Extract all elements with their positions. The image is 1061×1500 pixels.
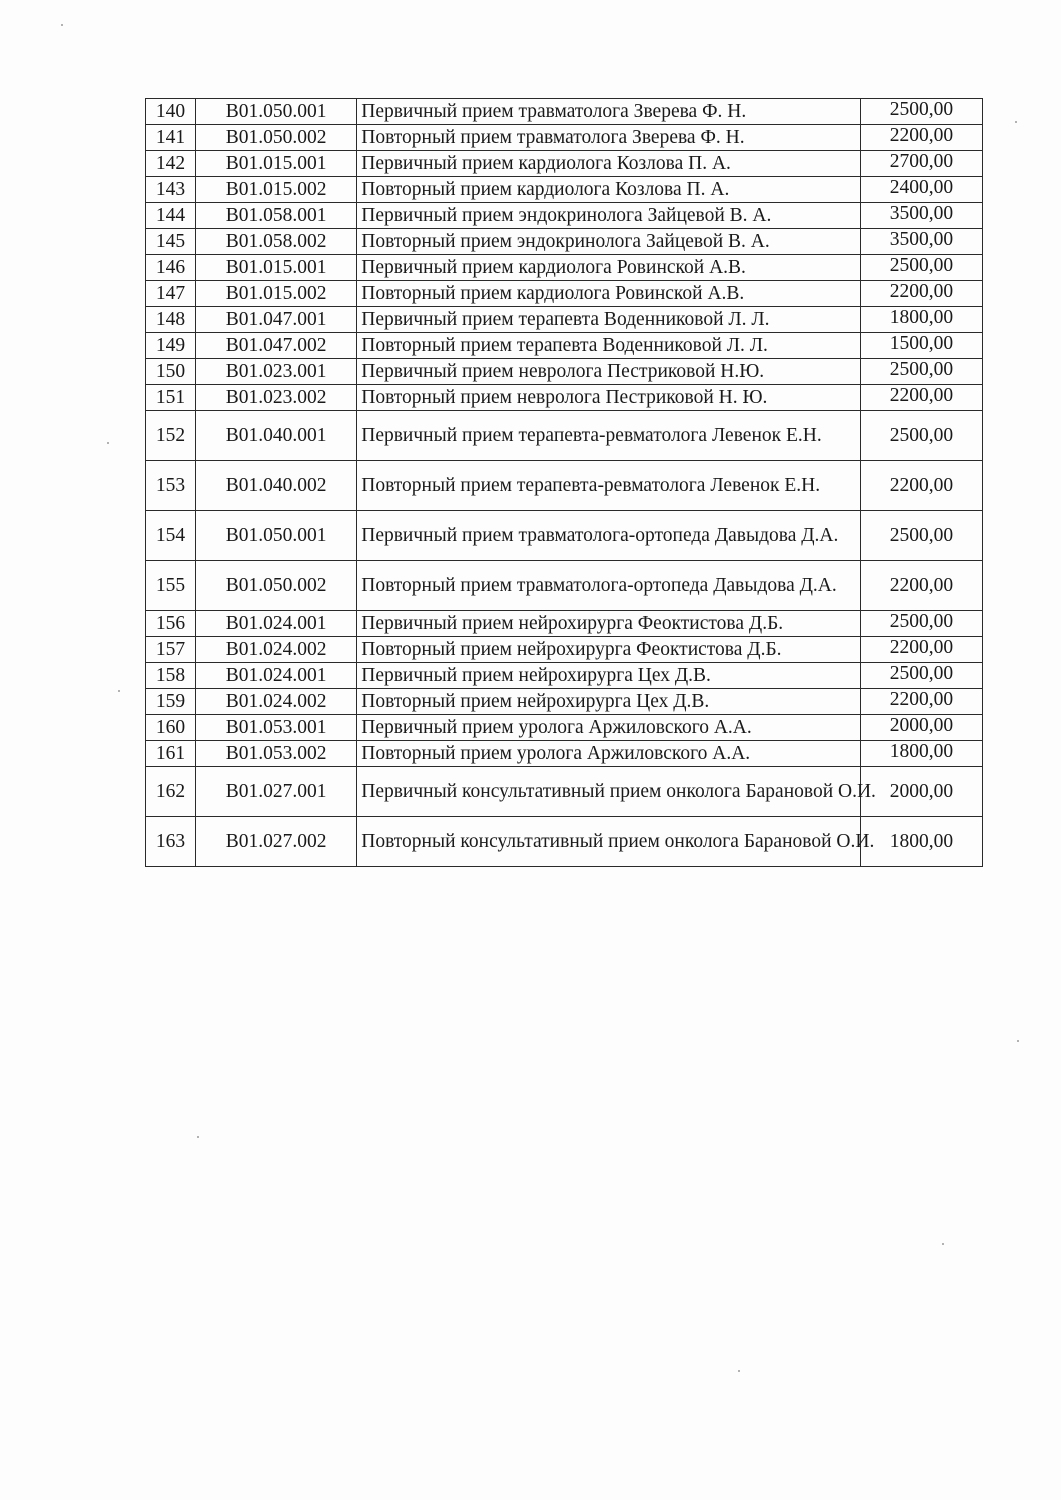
table-row: [146, 203, 983, 229]
row-number-cell: 148: [146, 307, 196, 333]
row-number-cell: 146: [146, 255, 196, 281]
service-code-cell: B01.015.002: [196, 177, 357, 203]
scan-speck: [1017, 1040, 1019, 1042]
table-row: [146, 511, 983, 561]
table-row: [146, 767, 983, 817]
price-cell: 2500,00: [860, 359, 982, 385]
price-cell: 2200,00: [860, 281, 982, 307]
table-row: [146, 229, 983, 255]
service-code-cell: B01.050.002: [196, 125, 357, 151]
table-row: [146, 817, 983, 867]
row-number-cell: 159: [146, 689, 196, 715]
price-cell: 2000,00: [860, 767, 982, 817]
service-name-cell: Первичный прием терапевта-ревматолога Левенок Е.Н.: [357, 411, 861, 461]
service-name-cell: Повторный прием травматолога-ортопеда Давыдова Д.А.: [357, 561, 861, 611]
service-code-cell: B01.024.001: [196, 611, 357, 637]
price-cell: 2200,00: [860, 461, 982, 511]
row-number-cell: 140: [146, 99, 196, 125]
row-number-cell: 149: [146, 333, 196, 359]
row-number-cell: 147: [146, 281, 196, 307]
service-code-cell: B01.053.001: [196, 715, 357, 741]
row-number-cell: 157: [146, 637, 196, 663]
service-name-cell: Первичный консультативный прием онколога Барановой О.И.: [357, 767, 861, 817]
service-code-cell: B01.023.002: [196, 385, 357, 411]
row-number-cell: 156: [146, 611, 196, 637]
price-cell: 2500,00: [860, 99, 982, 125]
service-name-cell: Первичный прием кардиолога Ровинской А.В.: [357, 255, 861, 281]
row-number-cell: 154: [146, 511, 196, 561]
table-row: [146, 255, 983, 281]
service-name-cell: Первичный прием терапевта Воденниковой Л. Л.: [357, 307, 861, 333]
price-cell: 2200,00: [860, 561, 982, 611]
row-number-cell: 162: [146, 767, 196, 817]
service-name-cell: Повторный прием нейрохирурга Феоктистова Д.Б.: [357, 637, 861, 663]
scan-speck: [738, 1370, 740, 1372]
price-cell: 1500,00: [860, 333, 982, 359]
scan-speck: [1015, 121, 1017, 123]
service-code-cell: B01.058.001: [196, 203, 357, 229]
table-row: [146, 99, 983, 125]
price-cell: 2700,00: [860, 151, 982, 177]
price-cell: 2400,00: [860, 177, 982, 203]
service-code-cell: B01.053.002: [196, 741, 357, 767]
service-name-cell: Первичный прием кардиолога Козлова П. А.: [357, 151, 861, 177]
scan-speck: [197, 1136, 199, 1138]
price-table: [145, 98, 983, 867]
table-row: [146, 411, 983, 461]
service-name-cell: Первичный прием уролога Аржиловского А.А.: [357, 715, 861, 741]
price-cell: 2200,00: [860, 385, 982, 411]
scan-speck: [107, 442, 109, 444]
table-row: [146, 461, 983, 511]
service-code-cell: B01.024.001: [196, 663, 357, 689]
price-cell: 2500,00: [860, 511, 982, 561]
price-cell: 2500,00: [860, 255, 982, 281]
table-row: [146, 125, 983, 151]
scan-speck: [61, 24, 63, 26]
price-table-body: [146, 99, 983, 867]
service-name-cell: Первичный прием травматолога Зверева Ф. Н.: [357, 99, 861, 125]
service-code-cell: B01.047.002: [196, 333, 357, 359]
service-code-cell: B01.015.002: [196, 281, 357, 307]
service-code-cell: B01.050.002: [196, 561, 357, 611]
table-row: [146, 151, 983, 177]
row-number-cell: 141: [146, 125, 196, 151]
service-name-cell: Повторный прием травматолога Зверева Ф. Н.: [357, 125, 861, 151]
row-number-cell: 145: [146, 229, 196, 255]
table-row: [146, 359, 983, 385]
service-name-cell: Повторный прием кардиолога Ровинской А.В.: [357, 281, 861, 307]
service-name-cell: Первичный прием нейрохирурга Феоктистова Д.Б.: [357, 611, 861, 637]
table-row: [146, 663, 983, 689]
service-name-cell: Первичный прием невролога Пестриковой Н.Ю.: [357, 359, 861, 385]
price-cell: 1800,00: [860, 307, 982, 333]
price-cell: 2200,00: [860, 689, 982, 715]
price-cell: 1800,00: [860, 741, 982, 767]
service-name-cell: Повторный консультативный прием онколога Барановой О.И.: [357, 817, 861, 867]
service-name-cell: Первичный прием травматолога-ортопеда Давыдова Д.А.: [357, 511, 861, 561]
table-row: [146, 561, 983, 611]
table-row: [146, 741, 983, 767]
scan-speck: [118, 690, 120, 692]
service-code-cell: B01.047.001: [196, 307, 357, 333]
service-code-cell: B01.058.002: [196, 229, 357, 255]
service-code-cell: B01.015.001: [196, 255, 357, 281]
service-code-cell: B01.015.001: [196, 151, 357, 177]
price-cell: 2200,00: [860, 637, 982, 663]
table-row: [146, 715, 983, 741]
service-code-cell: B01.050.001: [196, 511, 357, 561]
service-name-cell: Первичный прием нейрохирурга Цех Д.В.: [357, 663, 861, 689]
table-row: [146, 385, 983, 411]
service-code-cell: B01.027.002: [196, 817, 357, 867]
table-row: [146, 281, 983, 307]
service-code-cell: B01.024.002: [196, 689, 357, 715]
scan-speck: [942, 1243, 944, 1245]
row-number-cell: 160: [146, 715, 196, 741]
row-number-cell: 144: [146, 203, 196, 229]
row-number-cell: 152: [146, 411, 196, 461]
service-code-cell: B01.024.002: [196, 637, 357, 663]
table-row: [146, 689, 983, 715]
price-cell: 2500,00: [860, 611, 982, 637]
row-number-cell: 153: [146, 461, 196, 511]
service-code-cell: B01.040.002: [196, 461, 357, 511]
price-cell: 1800,00: [860, 817, 982, 867]
price-cell: 2500,00: [860, 411, 982, 461]
service-name-cell: Первичный прием эндокринолога Зайцевой В. А.: [357, 203, 861, 229]
table-row: [146, 637, 983, 663]
service-code-cell: B01.040.001: [196, 411, 357, 461]
price-cell: 2000,00: [860, 715, 982, 741]
service-name-cell: Повторный прием нейрохирурга Цех Д.В.: [357, 689, 861, 715]
row-number-cell: 163: [146, 817, 196, 867]
row-number-cell: 143: [146, 177, 196, 203]
row-number-cell: 161: [146, 741, 196, 767]
table-row: [146, 333, 983, 359]
service-name-cell: Повторный прием уролога Аржиловского А.А.: [357, 741, 861, 767]
service-code-cell: B01.027.001: [196, 767, 357, 817]
row-number-cell: 142: [146, 151, 196, 177]
service-name-cell: Повторный прием терапевта Воденниковой Л. Л.: [357, 333, 861, 359]
table-row: [146, 611, 983, 637]
row-number-cell: 150: [146, 359, 196, 385]
table-row: [146, 177, 983, 203]
service-name-cell: Повторный прием терапевта-ревматолога Левенок Е.Н.: [357, 461, 861, 511]
service-code-cell: B01.050.001: [196, 99, 357, 125]
price-cell: 3500,00: [860, 203, 982, 229]
service-name-cell: Повторный прием невролога Пестриковой Н. Ю.: [357, 385, 861, 411]
row-number-cell: 151: [146, 385, 196, 411]
service-name-cell: Повторный прием эндокринолога Зайцевой В. А.: [357, 229, 861, 255]
row-number-cell: 155: [146, 561, 196, 611]
service-code-cell: B01.023.001: [196, 359, 357, 385]
service-name-cell: Повторный прием кардиолога Козлова П. А.: [357, 177, 861, 203]
price-cell: 3500,00: [860, 229, 982, 255]
row-number-cell: 158: [146, 663, 196, 689]
price-cell: 2200,00: [860, 125, 982, 151]
table-row: [146, 307, 983, 333]
price-cell: 2500,00: [860, 663, 982, 689]
